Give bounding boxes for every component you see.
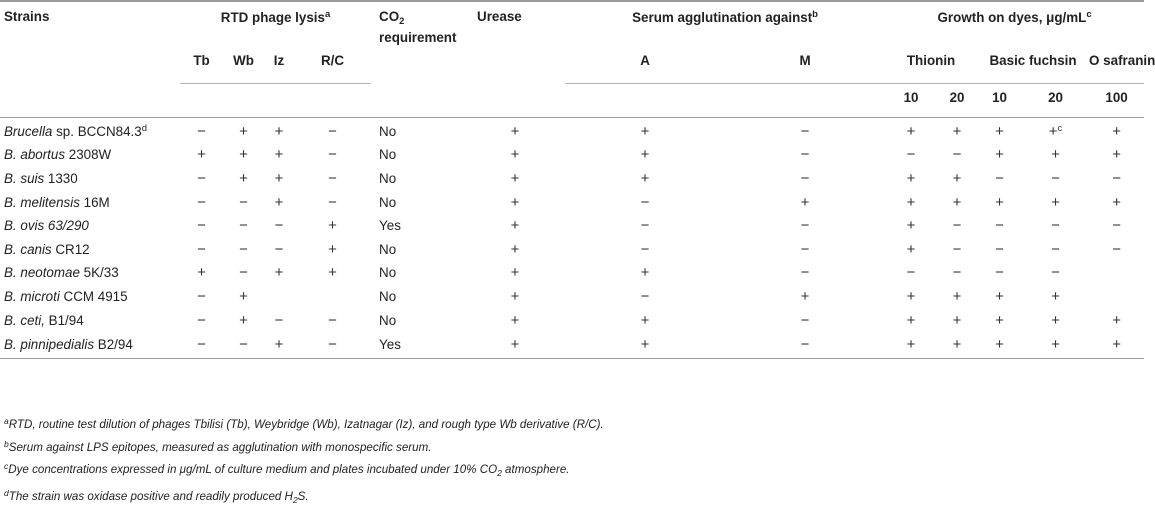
table-cell: +	[264, 117, 294, 143]
table-cell: −	[977, 237, 1022, 261]
table-cell: −	[223, 237, 264, 261]
header-rtd-phage-lysis: RTD phage lysis$^a$	[180, 1, 371, 46]
table-cell: +	[565, 143, 725, 167]
table-cell: −	[264, 308, 294, 332]
table-cell: −	[223, 190, 264, 214]
table-cell: +	[937, 167, 977, 191]
header-basic-fuchsin: Basic fuchsin	[977, 46, 1089, 83]
table-cell: −	[294, 308, 371, 332]
table-cell: +	[885, 237, 937, 261]
table-cell: +	[565, 261, 725, 285]
table-cell: +	[180, 143, 223, 167]
table-cell: −	[565, 237, 725, 261]
table-cell: −	[1022, 237, 1089, 261]
strain-name: B. abortus 2308W	[0, 143, 180, 167]
header-thionin-20: 20	[937, 83, 977, 117]
table-cell: +	[223, 308, 264, 332]
header-thionin: Thionin	[885, 46, 977, 83]
table-cell: +	[465, 143, 565, 167]
header-safranin-100: 100	[1089, 83, 1144, 117]
table-cell: +	[885, 308, 937, 332]
header-tb: Tb	[180, 46, 223, 83]
table-cell: +	[725, 285, 885, 309]
header-growth-on-dyes: Growth on dyes, $\mu g/mL^c$	[885, 1, 1144, 46]
table-cell: No	[371, 190, 465, 214]
table-cell: +	[937, 332, 977, 359]
table-cell: +	[725, 190, 885, 214]
strain-name: Brucella sp. BCCN84.3$^d$	[0, 117, 180, 143]
table-cell: −	[885, 261, 937, 285]
header-o-safranin: O safranin	[1089, 46, 1144, 83]
table-cell: +	[937, 190, 977, 214]
table-cell: No	[371, 237, 465, 261]
table-cell: +	[885, 214, 937, 238]
table-cell: −	[223, 261, 264, 285]
table-cell: Yes	[371, 332, 465, 359]
table-cell: +	[977, 332, 1022, 359]
table-cell: +	[1022, 308, 1089, 332]
table-cell: +	[465, 167, 565, 191]
table-cell: −	[180, 214, 223, 238]
table-cell: −	[223, 332, 264, 359]
table-cell: −	[937, 214, 977, 238]
table-cell: −	[264, 237, 294, 261]
table-cell: −	[937, 143, 977, 167]
table-row	[0, 117, 1144, 143]
table-cell: −	[1022, 167, 1089, 191]
table-cell: +	[223, 285, 264, 309]
table-row	[0, 332, 1144, 359]
table-cell: +	[1089, 190, 1144, 214]
table-cell: +	[977, 285, 1022, 309]
table-cell: −	[725, 167, 885, 191]
table-cell: −	[180, 190, 223, 214]
table-cell: +	[294, 237, 371, 261]
table-cell: No	[371, 117, 465, 143]
table-cell: +	[977, 190, 1022, 214]
table-cell: +	[223, 117, 264, 143]
table-cell: −	[885, 143, 937, 167]
table-cell: +	[223, 167, 264, 191]
table-cell: −	[725, 308, 885, 332]
table-cell: −	[1089, 167, 1144, 191]
table-cell: +	[977, 308, 1022, 332]
table-cell: −	[725, 332, 885, 359]
table-cell: +	[264, 143, 294, 167]
table-cell: +	[565, 308, 725, 332]
table-cell: +	[465, 332, 565, 359]
table-cell: −	[725, 143, 885, 167]
table-cell: +	[885, 167, 937, 191]
table-cell: −	[937, 261, 977, 285]
table-cell: −	[180, 308, 223, 332]
strain-name: B. canis CR12	[0, 237, 180, 261]
header-wb: Wb	[223, 46, 264, 83]
table-cell: +	[465, 214, 565, 238]
footnotes	[4, 412, 604, 510]
table-row	[0, 285, 1144, 309]
table-cell: +	[264, 167, 294, 191]
table-cell: −	[725, 261, 885, 285]
table-cell: Yes	[371, 214, 465, 238]
table-cell: −	[725, 117, 885, 143]
table-cell: −	[1022, 261, 1089, 285]
table-cell: +	[937, 285, 977, 309]
table-cell: +	[294, 261, 371, 285]
table-cell: +	[565, 117, 725, 143]
table-cell	[1089, 285, 1144, 309]
table-cell: +	[180, 261, 223, 285]
table-cell: −	[1022, 214, 1089, 238]
table-cell: +	[223, 143, 264, 167]
table-row	[0, 214, 1144, 238]
table-cell: +	[465, 190, 565, 214]
table-cell: No	[371, 285, 465, 309]
header-serum-agglutination: Serum agglutination against$^b$	[565, 1, 885, 46]
table-row	[0, 167, 1144, 191]
header-thionin-10: 10	[885, 83, 937, 117]
table-cell: +	[565, 167, 725, 191]
header-co2-requirement: $CO_2$ requirement	[371, 1, 465, 46]
header-urease: Urease	[465, 1, 565, 46]
table-cell: −	[565, 214, 725, 238]
table-cell: +	[465, 308, 565, 332]
table-cell: +	[465, 261, 565, 285]
table-cell: No	[371, 143, 465, 167]
table-cell: No	[371, 167, 465, 191]
footnote-c: $^c$Dye concentrations expressed in μg/mL of culture medium and plates incubated under 10% $CO_2$ atmosphere.	[4, 457, 604, 484]
table-cell: −	[977, 261, 1022, 285]
table-cell: +	[1089, 332, 1144, 359]
table-cell: −	[180, 117, 223, 143]
table-cell: No	[371, 261, 465, 285]
strain-name: B. melitensis 16M	[0, 190, 180, 214]
table-cell: +	[1089, 117, 1144, 143]
table-cell: −	[180, 237, 223, 261]
table-cell: +	[264, 332, 294, 359]
table-cell: −	[294, 117, 371, 143]
table-cell: −	[565, 190, 725, 214]
table-cell: −	[180, 332, 223, 359]
table-cell: −	[1089, 237, 1144, 261]
table-cell: +	[1022, 143, 1089, 167]
header-serum-a: A	[565, 46, 725, 83]
header-serum-m: M	[725, 46, 885, 83]
strain-name: B. ceti, B1/94	[0, 308, 180, 332]
table-cell: +	[885, 285, 937, 309]
header-rc: R/C	[294, 46, 371, 83]
table-cell: −	[977, 167, 1022, 191]
table-cell	[264, 285, 294, 309]
table-cell: +	[937, 308, 977, 332]
table-cell	[294, 285, 371, 309]
header-iz: Iz	[264, 46, 294, 83]
table-cell: −	[937, 237, 977, 261]
table-cell	[1089, 261, 1144, 285]
table-cell: +	[264, 261, 294, 285]
strain-name: B. neotomae 5K/33	[0, 261, 180, 285]
strain-name: B. suis 1330	[0, 167, 180, 191]
table-cell: −	[294, 190, 371, 214]
table-cell: +	[885, 117, 937, 143]
table-cell: −	[977, 214, 1022, 238]
table-row	[0, 261, 1144, 285]
table-cell: −	[725, 214, 885, 238]
table-cell: −	[223, 214, 264, 238]
table-body	[0, 117, 1144, 358]
table-cell: +	[1089, 308, 1144, 332]
table-cell: +	[977, 117, 1022, 143]
table-row	[0, 143, 1144, 167]
table-cell: +	[1089, 143, 1144, 167]
table-cell: +$^c$	[1022, 117, 1089, 143]
table-row	[0, 237, 1144, 261]
table-cell: −	[725, 237, 885, 261]
footnote-b: $^b$Serum against LPS epitopes, measured as agglutination with monospecific serum.	[4, 435, 604, 458]
table-cell: −	[294, 167, 371, 191]
table-cell: +	[1022, 190, 1089, 214]
table-cell: +	[885, 190, 937, 214]
table-row	[0, 190, 1144, 214]
header-fuchsin-10: 10	[977, 83, 1022, 117]
strain-name: B. pinnipedialis B2/94	[0, 332, 180, 359]
table-cell: +	[977, 143, 1022, 167]
table-cell: +	[1022, 332, 1089, 359]
table-cell: +	[937, 117, 977, 143]
table-cell: −	[565, 285, 725, 309]
table-cell: −	[1089, 214, 1144, 238]
header-strains: Strains	[0, 1, 180, 46]
table-cell: +	[264, 190, 294, 214]
strain-name: B. microti CCM 4915	[0, 285, 180, 309]
table-cell: −	[294, 332, 371, 359]
table-cell: +	[465, 117, 565, 143]
table-cell: +	[465, 285, 565, 309]
table-cell: −	[294, 143, 371, 167]
table-cell: +	[294, 214, 371, 238]
table-cell: +	[565, 332, 725, 359]
table-row	[0, 308, 1144, 332]
table-cell: −	[180, 285, 223, 309]
footnote-a: $^a$RTD, routine test dilution of phages Tbilisi (Tb), Weybridge (Wb), Izatnagar (Iz), and rough type Wb derivative (R/C).	[4, 412, 604, 435]
header-fuchsin-20: 20	[1022, 83, 1089, 117]
table-cell: −	[264, 214, 294, 238]
table-cell: +	[465, 237, 565, 261]
footnote-d: $^d$The strain was oxidase positive and readily produced $H_2S$.	[4, 484, 604, 510]
table-cell: No	[371, 308, 465, 332]
strain-name: B. ovis 63/290	[0, 214, 180, 238]
table-cell: +	[1022, 285, 1089, 309]
table-cell: −	[180, 167, 223, 191]
table-cell: +	[885, 332, 937, 359]
